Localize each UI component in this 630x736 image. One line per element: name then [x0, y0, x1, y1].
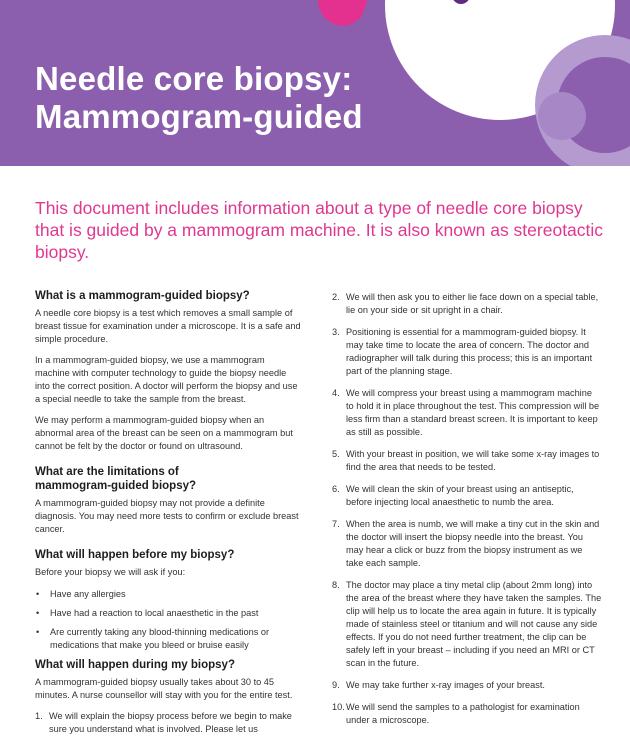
list-item: • Have had a reaction to local anaesthetic in the past — [35, 607, 301, 620]
allergy-question-list — [35, 588, 301, 652]
header-banner — [0, 0, 630, 166]
list-item — [35, 710, 301, 736]
step-text: We may take further x-ray images of your breast. — [346, 680, 545, 690]
decorative-light-circle — [538, 92, 586, 140]
procedure-steps-start — [35, 710, 301, 736]
step-number: 9. — [332, 680, 340, 690]
list-item — [332, 518, 602, 570]
list-item — [332, 701, 602, 727]
paragraph: Before your biopsy we will ask if you: — [35, 567, 186, 577]
section-heading-what-is: What is a mammogram-guided biopsy? — [35, 290, 250, 302]
list-item: • Have any allergies — [35, 588, 301, 601]
step-number: 10. — [332, 702, 345, 712]
list-item: • Are currently taking any blood-thinning medications or medications that make you bleed or bruise easily — [35, 626, 301, 652]
section-heading-limitations — [35, 465, 301, 493]
step-number: 8. — [332, 580, 340, 590]
list-item — [332, 448, 602, 474]
page-title — [35, 60, 363, 136]
step-text: When the area is numb, we will make a tiny cut in the skin and the doctor will insert the biopsy needle into the breast. You may hear a click or buzz from the biopsy instrument as we take each sample. — [346, 519, 600, 568]
list-item — [332, 483, 602, 509]
step-text: We will explain the biopsy process before we begin to make sure you understand what is involved. Please let us — [49, 711, 292, 734]
right-column — [332, 291, 602, 736]
paragraph: A needle core biopsy is a test which removes a small sample of breast tissue for examination under a microscope. It is a safe and simple procedure. — [35, 308, 301, 344]
step-text: We will send the samples to a pathologist for examination under a microscope. — [346, 702, 580, 725]
step-number: 3. — [332, 327, 340, 337]
step-number: 7. — [332, 519, 340, 529]
step-text: The doctor may place a tiny metal clip (about 2mm long) into the area of the breast where they have taken the samples. The clip will help us to locate the area again in future. It is typically made of stainless steel or titanium and will not cause any side effects. If you do not need further treatment, the clip can be safely left in your breast – including if you need an MRI or CT scan in the future. — [346, 580, 602, 668]
step-number: 2. — [332, 292, 340, 302]
step-number: 4. — [332, 388, 340, 398]
heading-line: What are the limitations of — [35, 466, 179, 478]
title-line-2: Mammogram-guided — [35, 98, 363, 135]
intro-text: This document includes information about a type of needle core biopsy that is guided by a mammogram machine. It is also known as stereotactic biopsy. — [35, 198, 604, 262]
list-item — [332, 326, 602, 378]
paragraph: We may perform a mammogram-guided biopsy when an abnormal area of the breast can be seen on a mammogram but cannot be felt by the doctor or found on ultrasound. — [35, 415, 293, 451]
list-item — [332, 387, 602, 439]
step-text: We will compress your breast using a mammogram machine to hold it in place throughout the test. This compression will be less firm than a standard breast screen. It is important to keep as still as possible. — [346, 388, 600, 437]
section-heading-during: What will happen during my biopsy? — [35, 659, 235, 671]
paragraph: A mammogram-guided biopsy usually takes about 30 to 45 minutes. A nurse counsellor will stay with you for the entire test. — [35, 677, 293, 700]
step-text: With your breast in position, we will take some x-ray images to find the area that needs to be tested. — [346, 449, 600, 472]
step-number: 1. — [35, 711, 43, 721]
paragraph: A mammogram-guided biopsy may not provide a definite diagnosis. You may need more tests to confirm or exclude breast cancer. — [35, 498, 299, 534]
step-number: 5. — [332, 449, 340, 459]
list-item — [332, 679, 602, 692]
paragraph: In a mammogram-guided biopsy, we use a mammogram machine with computer technology to guide the biopsy needle into the correct position. A doctor will perform the biopsy and use a special needle to take the sample from the breast. — [35, 355, 298, 404]
step-text: Positioning is essential for a mammogram-guided biopsy. It may take time to locate the area of concern. The doctor and radiographer will talk during this process; this is an important part of the planning stage. — [346, 327, 593, 376]
list-item — [332, 291, 602, 317]
procedure-steps — [332, 291, 602, 727]
left-column — [35, 289, 301, 736]
step-text: We will clean the skin of your breast using an antiseptic, before injecting local anaesthetic to numb the area. — [346, 484, 574, 507]
step-text: We will then ask you to either lie face down on a special table, lie on your side or sit upright in a chair. — [346, 292, 599, 315]
heading-line: mammogram-guided biopsy? — [35, 480, 197, 492]
list-item — [332, 579, 602, 670]
section-heading-before: What will happen before my biopsy? — [35, 549, 235, 561]
decorative-pink-shape — [311, 0, 380, 32]
step-number: 6. — [332, 484, 340, 494]
title-line-1: Needle core biopsy: — [35, 60, 353, 97]
